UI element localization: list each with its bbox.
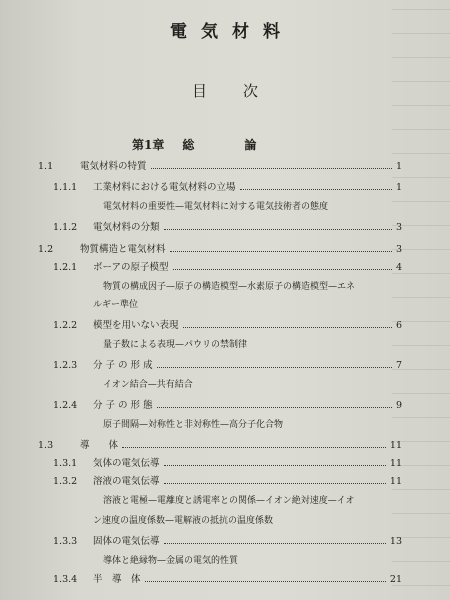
- toc-description-row: [0, 418, 450, 433]
- toc-entry-text: 電気材料の特質: [80, 161, 147, 172]
- toc-leader-dots: [164, 483, 386, 484]
- toc-entry-text: 分 子 の 形 成: [93, 360, 153, 371]
- toc-page-number: 4: [395, 262, 402, 273]
- toc-page-number: 3: [395, 244, 402, 255]
- toc-description-row: [0, 514, 450, 529]
- toc-subsection-row: [0, 318, 450, 333]
- toc-entry-number: 1.3: [38, 440, 54, 451]
- toc-entry-text: ン速度の温度係数—電解液の抵抗の温度係数: [93, 516, 274, 526]
- toc-leader-dots: [164, 543, 386, 544]
- toc-entry-number: 1.1.2: [53, 222, 78, 233]
- toc-description-row: [0, 494, 450, 509]
- toc-entry-number: 1.3.2: [53, 476, 78, 487]
- toc-subsection-row: [0, 474, 450, 489]
- toc-entry-text: 物質の構成因子—原子の構造模型—水素原子の構造模型—エネ: [103, 282, 356, 292]
- toc-page-number: 7: [395, 360, 402, 371]
- toc-entry-number: 1.2: [38, 244, 54, 255]
- toc-page-number: 11: [389, 476, 402, 487]
- toc-entry-text: 分 子 の 形 態: [93, 400, 153, 411]
- toc-page-number: 21: [389, 574, 402, 585]
- toc-entry-text: 模型を用いない表現: [93, 320, 179, 331]
- toc-description-row: [0, 298, 450, 313]
- toc-subsection-row: [0, 220, 450, 235]
- toc-page-number: 9: [395, 400, 402, 411]
- toc-subsection-row: [0, 358, 450, 373]
- toc-leader-dots: [240, 189, 392, 190]
- toc-entry-text: 原子間隔—対称性と非対称性—高分子化合物: [103, 420, 284, 430]
- toc-entry-number: 1.2.1: [53, 262, 78, 273]
- toc-description-row: [0, 338, 450, 353]
- toc-entry-text: 工業材料における電気材料の立場: [93, 182, 236, 193]
- toc-leader-dots: [170, 251, 392, 252]
- toc-description-row: [0, 280, 450, 295]
- toc-entry-text: 電気材料の分類: [93, 222, 160, 233]
- toc-leader-dots: [122, 447, 386, 448]
- toc-page-number: 13: [389, 536, 402, 547]
- book-title: 電気材料: [170, 22, 294, 42]
- toc-leader-dots: [157, 367, 392, 368]
- toc-leader-dots: [145, 581, 386, 582]
- toc-subsection-row: [0, 180, 450, 195]
- toc-leader-dots: [173, 269, 392, 270]
- toc-leader-dots: [164, 465, 386, 466]
- toc-page-number: 11: [389, 440, 402, 451]
- toc-entry-number: 1.2.3: [53, 360, 78, 371]
- toc-entry-number: 1.2.4: [53, 400, 78, 411]
- toc-leader-dots: [164, 229, 392, 230]
- toc-entry-text: 溶液と電極—電離度と誘電率との関係—イオン絶対速度—イオ: [103, 496, 355, 506]
- toc-leader-dots: [151, 168, 392, 169]
- toc-description-row: [0, 554, 450, 569]
- toc-subsection-row: [0, 260, 450, 275]
- toc-section-row: [0, 242, 450, 257]
- toc-subsection-row: [0, 572, 450, 587]
- toc-entry-text: 溶液の電気伝導: [93, 476, 160, 487]
- toc-section-row: [0, 438, 450, 453]
- chapter-title-right: 論: [244, 138, 257, 152]
- toc-leader-dots: [157, 407, 392, 408]
- toc-entry-text: イオン結合—共有結合: [103, 380, 193, 390]
- toc-entry-text: 半 導 体: [93, 574, 141, 585]
- toc-subsection-row: [0, 398, 450, 413]
- toc-section-row: [0, 159, 450, 174]
- toc-page-number: 3: [395, 222, 402, 233]
- toc-page-number: 6: [395, 320, 402, 331]
- chapter-number: 第1章: [132, 138, 165, 152]
- toc-subsection-row: [0, 534, 450, 549]
- toc-heading: 目次: [191, 82, 294, 100]
- toc-entry-number: 1.3.1: [53, 458, 78, 469]
- toc-entry-number: 1.3.4: [53, 574, 78, 585]
- toc-entry-text: 固体の電気伝導: [93, 536, 160, 547]
- toc-description-row: [0, 378, 450, 393]
- toc-leader-dots: [183, 327, 392, 328]
- toc-entry-text: 電気材料の重要性—電気材料に対する電気技術者の態度: [103, 202, 329, 212]
- toc-entry-number: 1.3.3: [53, 536, 78, 547]
- toc-entry-text: ルギー準位: [93, 300, 139, 310]
- toc-entry-text: 量子数による表現—パウリの禁制律: [103, 340, 248, 350]
- toc-entry-number: 1.1: [38, 161, 54, 172]
- toc-entry-text: ボーアの原子模型: [93, 262, 169, 273]
- chapter-title-left: 総: [182, 138, 195, 152]
- toc-subsection-row: [0, 456, 450, 471]
- toc-description-row: [0, 200, 450, 215]
- toc-page-number: 11: [389, 458, 402, 469]
- toc-page-number: 1: [395, 182, 402, 193]
- chapter-heading: [132, 136, 256, 153]
- toc-entry-text: 物質構造と電気材料: [80, 244, 166, 255]
- toc-entry-text: 導体と絶縁物—金属の電気的性質: [103, 556, 239, 566]
- toc-entry-number: 1.1.1: [53, 182, 78, 193]
- toc-entry-number: 1.2.2: [53, 320, 78, 331]
- toc-page-number: 1: [395, 161, 402, 172]
- toc-entry-text: 気体の電気伝導: [93, 458, 160, 469]
- toc-entry-text: 導 体: [80, 440, 119, 451]
